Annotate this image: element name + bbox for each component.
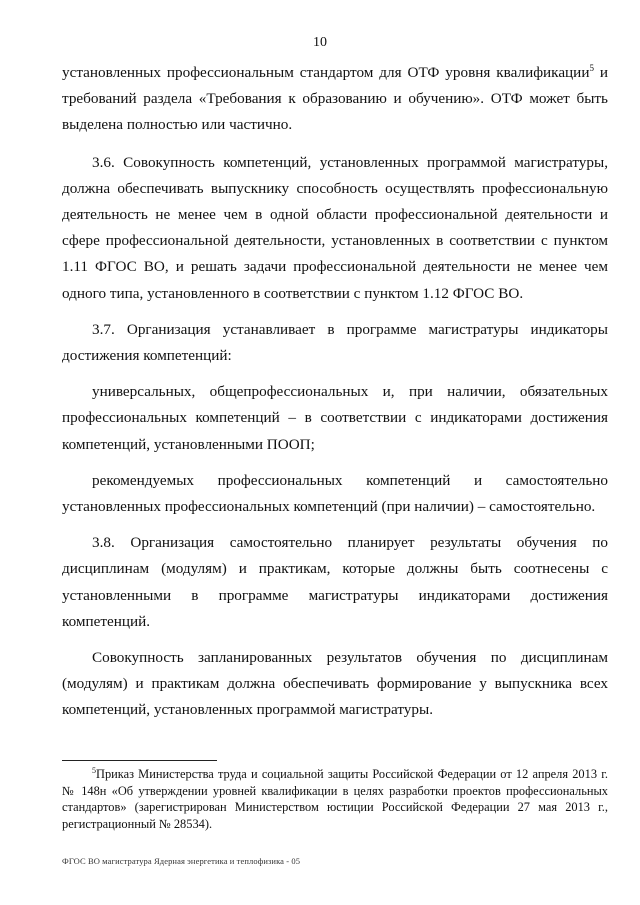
footnote-marker: 5 <box>92 765 96 775</box>
paragraph-continuation <box>62 60 608 139</box>
paragraph-3-7: 3.7. Организация устанавливает в программе магистратуры индикаторы достижения компетенций: <box>62 320 608 365</box>
document-footer: ФГОС ВО магистратура Ядерная энергетика и теплофизика - 05 <box>62 856 301 866</box>
paragraph-3-6: 3.6. Совокупность компетенций, установленных программой магистратуры, должна обеспечивать выпускнику способность осуществлять профессиональную деятельность не менее чем в одной области профессиональной деятельности и сфере профессиональной деятельности, установленных в соответствии с пунктом 1.11 ФГОС ВО, и решать задачи профессиональной деятельности не менее чем одного типа, установленного в соответствии с пунктом 1.12 ФГОС ВО. <box>62 153 608 302</box>
footnote-text: Приказ Министерства труда и социальной защиты Российской Федерации от 12 апреля 2013 г. № 148н «Об утверждении уровней квалификации в целях разработки проектов профессиональных стандартов» (зарегистрирован Министерством юстиции Российской Федерации 27 мая 2013 г., регистрационный № 28534). <box>62 767 608 831</box>
document-body <box>62 60 608 724</box>
list-item-universal-competencies: универсальных, общепрофессиональных и, при наличии, обязательных профессиональных компетенций – в соответствии с индикаторами достижения компетенций, установленными ПООП; <box>62 383 608 453</box>
footnote-reference[interactable]: 5 <box>589 62 594 73</box>
paragraph-text: установленных профессиональным стандартом для ОТФ уровня квалификации <box>62 64 590 81</box>
paragraph-3-8: 3.8. Организация самостоятельно планирует результаты обучения по дисциплинам (модулям) и практикам, которые должны быть соотнесены с установленными в программе магистратуры индикаторами достижения компетенций. <box>62 534 608 630</box>
footnote <box>62 766 608 832</box>
page-number: 10 <box>313 35 327 50</box>
footnote-separator <box>62 760 217 761</box>
paragraph-learning-outcomes: Совокупность запланированных результатов обучения по дисциплинам (модулям) и практикам должна обеспечивать формирование у выпускника всех компетенций, установленных программой магистратуры. <box>62 649 608 719</box>
paragraph-text: и требований раздела «Требования к образованию и обучению». ОТФ может быть выделена полностью или частично. <box>62 64 608 134</box>
list-item-recommended-competencies: рекомендуемых профессиональных компетенций и самостоятельно установленных профессиональных компетенций (при наличии) – самостоятельно. <box>62 471 608 516</box>
